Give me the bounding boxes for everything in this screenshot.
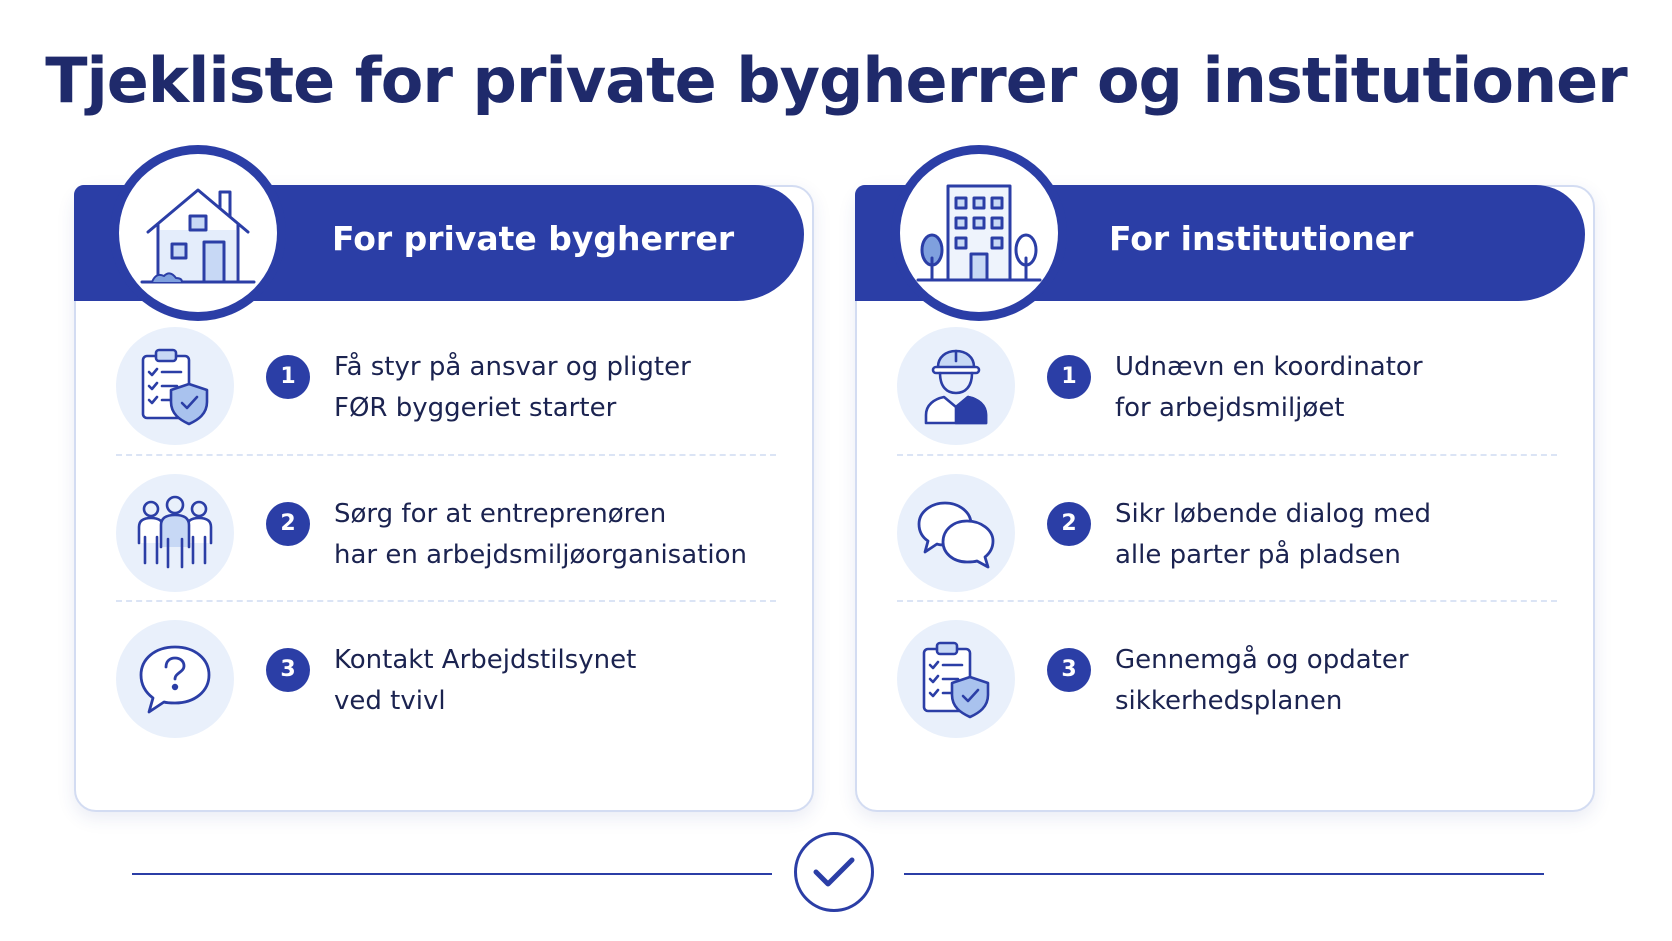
worker-helmet-icon <box>920 345 992 427</box>
divider <box>116 454 776 456</box>
building-icon <box>914 178 1044 288</box>
checklist-item <box>116 327 776 447</box>
checklist-item <box>897 474 1557 594</box>
clipboard-shield-icon <box>137 346 213 426</box>
footer-check-badge <box>794 832 874 912</box>
step-number-badge: 3 <box>266 648 310 692</box>
item-text: Sørg for at entreprenøren har en arbejdsmiljøorganisation <box>334 499 747 570</box>
checkmark-icon <box>811 854 857 890</box>
private-builders-card <box>74 185 814 812</box>
institutions-card <box>855 185 1595 812</box>
checklist-item <box>116 474 776 594</box>
people-group-icon <box>135 495 215 571</box>
header-medallion <box>891 145 1067 321</box>
step-number-badge: 3 <box>1047 648 1091 692</box>
checklist-item <box>116 620 776 740</box>
item-text: Sikr løbende dialog med alle parter på pladsen <box>1115 499 1431 570</box>
checklist-item <box>897 327 1557 447</box>
footer-rule-left <box>132 873 772 875</box>
step-number-badge: 1 <box>1047 355 1091 399</box>
item-text: Kontakt Arbejdstilsynet ved tvivl <box>334 645 637 716</box>
footer-rule-right <box>904 873 1544 875</box>
card-heading: For institutioner <box>1109 219 1414 258</box>
page-title: Tjekliste for private bygherrer og institutioner <box>45 44 1627 117</box>
header-medallion <box>110 145 286 321</box>
step-number-badge: 2 <box>1047 502 1091 546</box>
checklist-item <box>897 620 1557 740</box>
divider <box>897 454 1557 456</box>
item-text: Gennemgå og opdater sikkerhedsplanen <box>1115 645 1409 716</box>
chat-bubbles-icon <box>915 497 997 569</box>
step-number-badge: 2 <box>266 502 310 546</box>
divider <box>897 600 1557 602</box>
item-text: Udnævn en koordinator for arbejdsmiljøet <box>1115 352 1423 423</box>
divider <box>116 600 776 602</box>
item-text: Få styr på ansvar og pligter FØR byggeriet starter <box>334 352 691 423</box>
card-heading: For private bygherrer <box>332 219 735 258</box>
step-number-badge: 1 <box>266 355 310 399</box>
house-icon <box>138 178 258 288</box>
clipboard-shield-icon <box>918 639 994 719</box>
question-bubble-icon <box>135 641 215 717</box>
